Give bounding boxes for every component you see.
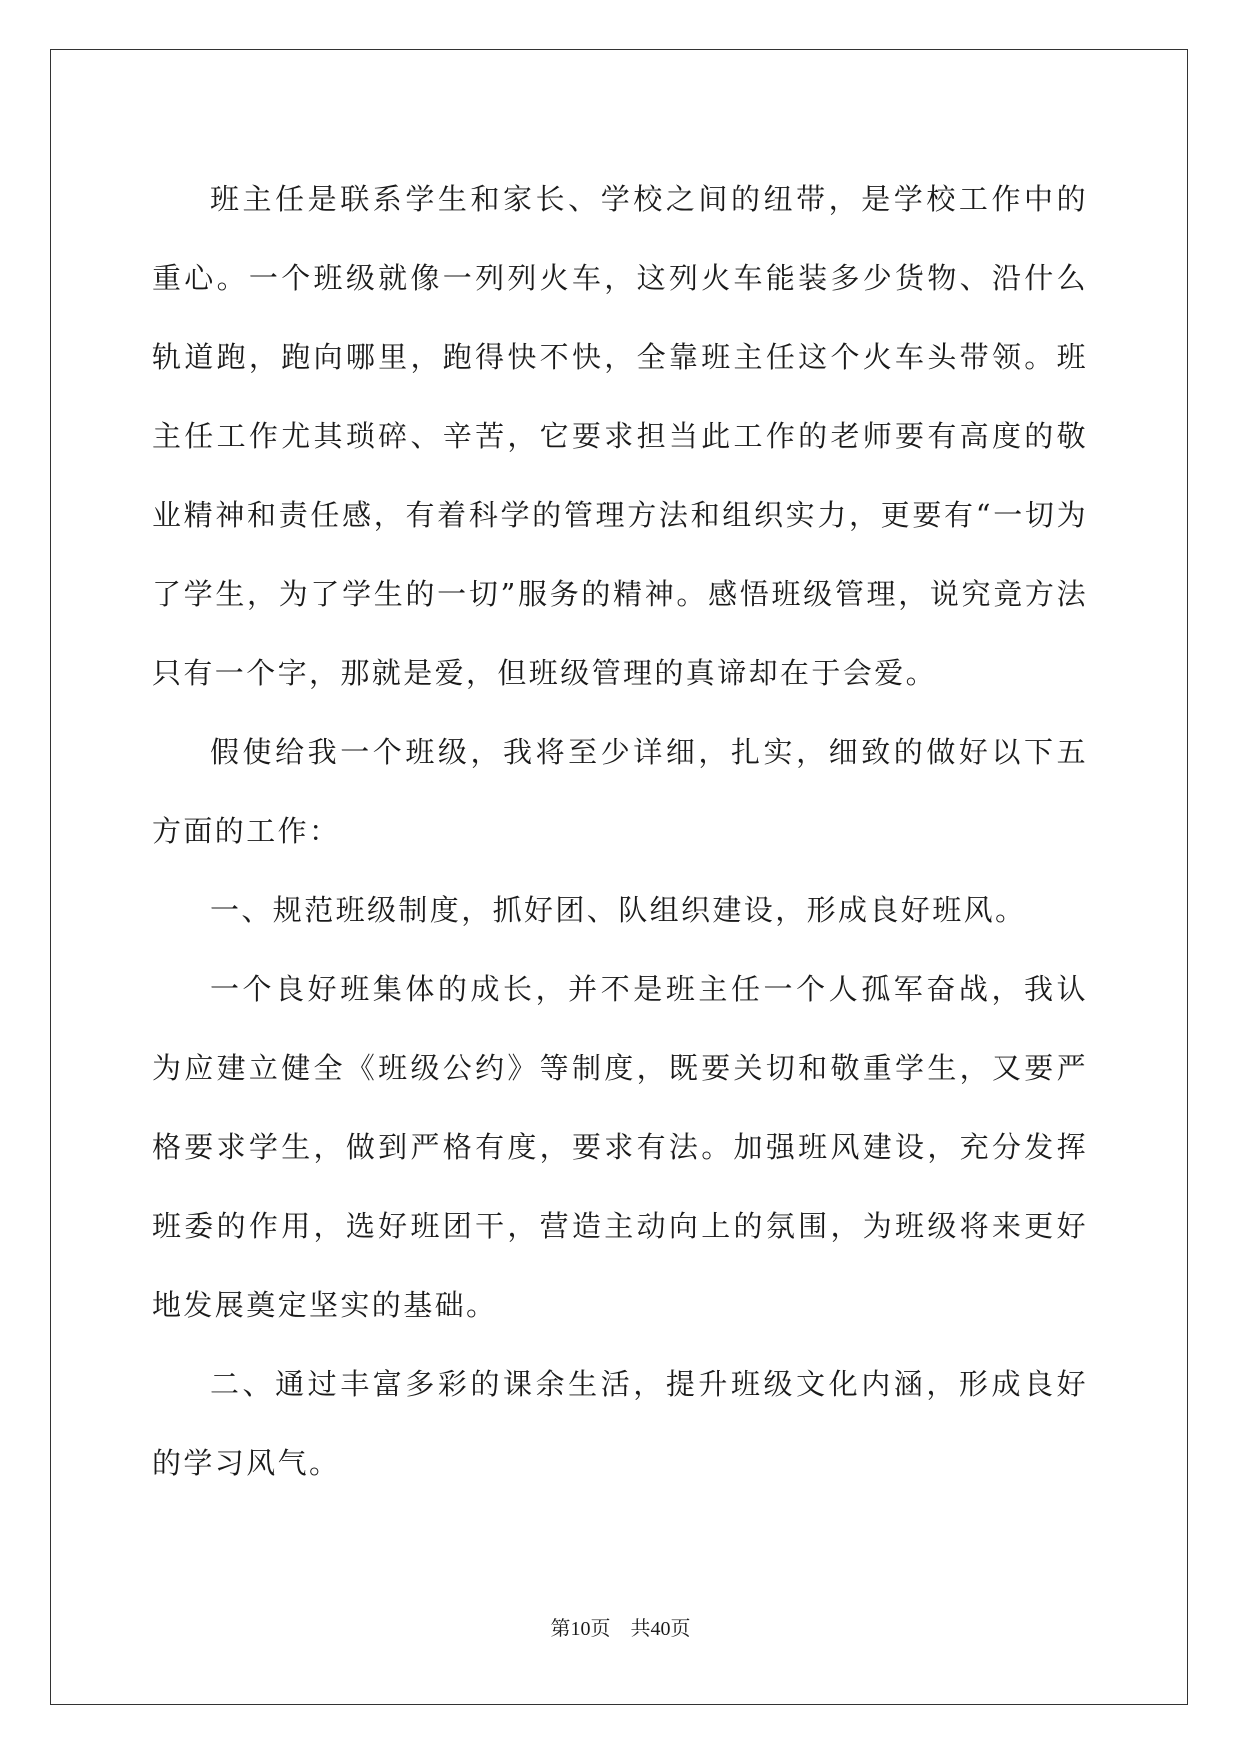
paragraph-section-1: 一个良好班集体的成长，并不是班主任一个人孤军奋战，我认为应建立健全《班级公约》等制度，既要关切和敬重学生，又要严格要求学生，做到严格有度，要求有法。加强班风建设，充分发挥班委的作用，选好班团干，营造主动向上的氛围，为班级将来更好地发展奠定坚实的基础。 <box>152 972 1088 1322</box>
document-body <box>152 160 1088 1503</box>
page-number: 第10页 <box>550 1618 611 1640</box>
paragraph-plan: 假使给我一个班级，我将至少详细，扎实，细致的做好以下五方面的工作： <box>152 735 1088 848</box>
section-heading-2: 二、通过丰富多彩的课余生活，提升班级文化内涵，形成良好的学习风气。 <box>152 1367 1088 1480</box>
paragraph-intro: 班主任是联系学生和家长、学校之间的纽带，是学校工作中的重心。一个班级就像一列列火车，这列火车能装多少货物、沿什么轨道跑，跑向哪里，跑得快不快，全靠班主任这个火车头带领。班主任工作尤其琐碎、辛苦，它要求担当此工作的老师要有高度的敬业精神和责任感，有着科学的管理方法和组织实力，更要有“一切为了学生，为了学生的一切”服务的精神。感悟班级管理，说究竟方法只有一个字，那就是爱，但班级管理的真谛却在于会爱。 <box>152 182 1088 690</box>
page-total: 共40页 <box>630 1618 691 1640</box>
section-heading-1: 一、规范班级制度，抓好团、队组织建设，形成良好班风。 <box>210 893 1027 927</box>
page-footer <box>0 1612 1241 1641</box>
